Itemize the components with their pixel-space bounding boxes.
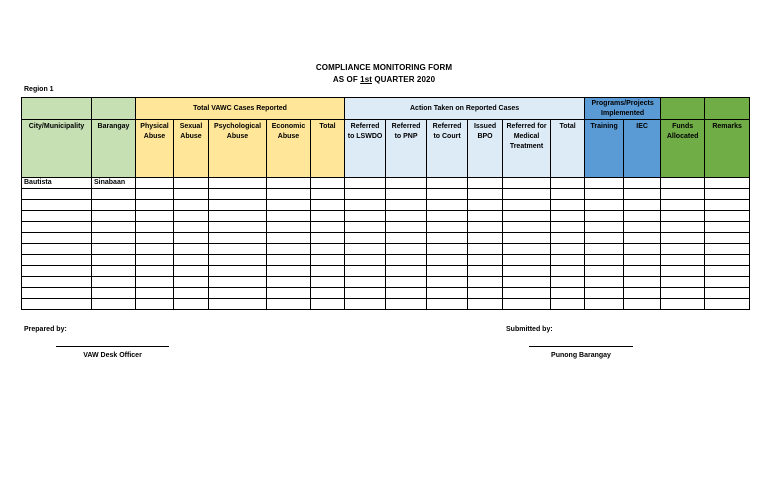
cell-barangay [92,222,136,233]
table-cell [427,211,468,222]
blank-header-cell [705,98,750,120]
table-cell [551,233,585,244]
table-row [22,211,750,222]
table-cell [136,233,174,244]
table-cell [551,244,585,255]
table-row [22,299,750,310]
col-iec: IEC [624,120,661,178]
cell-barangay [92,189,136,200]
table-cell [427,200,468,211]
col-referred-court: Referred to Court [427,120,468,178]
table-cell [386,255,427,266]
col-referred-pnp: Referred to PNP [386,120,427,178]
table-cell [345,189,386,200]
table-cell [136,266,174,277]
table-cell [209,299,267,310]
table-cell [661,255,705,266]
table-cell [174,222,209,233]
cell-city [22,299,92,310]
table-cell [661,299,705,310]
table-cell [551,255,585,266]
table-cell [345,222,386,233]
cell-barangay: Sinabaan [92,178,136,189]
col-remarks: Remarks [705,120,750,178]
group-action-header: Action Taken on Reported Cases [345,98,585,120]
table-row [22,222,750,233]
table-cell [386,288,427,299]
table-cell [468,288,503,299]
table-cell [551,211,585,222]
table-cell [345,299,386,310]
column-header-row [22,120,750,178]
col-psychological-abuse: Psychological Abuse [209,120,267,178]
col-barangay: Barangay [92,120,136,178]
table-cell [209,189,267,200]
table-cell [468,189,503,200]
table-cell [345,255,386,266]
col-total-action: Total [551,120,585,178]
table-cell [624,211,661,222]
group-header-row [22,98,750,120]
table-cell [311,299,345,310]
table-cell [468,255,503,266]
cell-city [22,211,92,222]
table-cell [427,222,468,233]
table-cell [503,255,551,266]
table-cell [209,200,267,211]
cell-barangay [92,200,136,211]
table-row [22,200,750,211]
table-cell [267,233,311,244]
table-cell [624,178,661,189]
table-cell [386,277,427,288]
table-cell [174,244,209,255]
table-cell [209,255,267,266]
table-cell [386,200,427,211]
table-cell [661,222,705,233]
table-row [22,255,750,266]
table-cell [267,244,311,255]
table-cell [585,222,624,233]
table-cell [267,211,311,222]
table-cell [345,277,386,288]
table-cell [209,178,267,189]
table-cell [427,277,468,288]
prepared-role: VAW Desk Officer [83,352,142,359]
table-cell [311,266,345,277]
cell-city [22,233,92,244]
col-issued-bpo: Issued BPO [468,120,503,178]
table-cell [551,277,585,288]
col-referred-lswdo: Referred to LSWDO [345,120,386,178]
table-cell [267,288,311,299]
table-cell [267,200,311,211]
table-cell [174,211,209,222]
table-cell [585,288,624,299]
group-programs-header: Programs/Projects Implemented [585,98,661,120]
submitted-role: Punong Barangay [551,352,611,359]
table-cell [551,178,585,189]
table-cell [705,299,750,310]
col-city: City/Municipality [22,120,92,178]
table-cell [624,255,661,266]
table-cell [311,200,345,211]
table-cell [585,211,624,222]
table-cell [136,255,174,266]
table-cell [136,222,174,233]
table-cell [551,299,585,310]
table-cell [468,277,503,288]
table-cell [311,288,345,299]
cell-city [22,222,92,233]
table-cell [386,244,427,255]
table-cell [624,244,661,255]
table-cell [386,233,427,244]
table-cell [624,222,661,233]
table-cell [427,288,468,299]
region-label: Region 1 [24,86,54,93]
table-cell [345,211,386,222]
table-cell [345,244,386,255]
table-cell [174,200,209,211]
blank-header-cell [22,98,92,120]
table-cell [311,211,345,222]
table-cell [585,266,624,277]
table-cell [661,277,705,288]
blank-header-cell [661,98,705,120]
table-cell [209,222,267,233]
col-training: Training [585,120,624,178]
table-cell [624,189,661,200]
table-cell [705,277,750,288]
table-cell [386,211,427,222]
table-cell [468,200,503,211]
cell-city [22,288,92,299]
col-physical-abuse: Physical Abuse [136,120,174,178]
table-cell [468,266,503,277]
table-cell [174,255,209,266]
table-cell [386,189,427,200]
table-cell [345,288,386,299]
table-cell [136,178,174,189]
table-cell [705,233,750,244]
table-row [22,189,750,200]
col-economic-abuse: Economic Abuse [267,120,311,178]
col-funds-allocated: Funds Allocated [661,120,705,178]
table-cell [661,211,705,222]
table-cell [136,288,174,299]
table-cell [705,266,750,277]
table-cell [503,178,551,189]
cell-city [22,266,92,277]
table-cell [705,211,750,222]
table-cell [503,277,551,288]
cell-barangay [92,211,136,222]
cell-city: Bautista [22,178,92,189]
table-row [22,233,750,244]
table-cell [705,255,750,266]
table-cell [661,189,705,200]
table-cell [551,266,585,277]
table-row [22,288,750,299]
table-cell [551,288,585,299]
cell-barangay [92,255,136,266]
table-cell [136,200,174,211]
table-cell [174,178,209,189]
table-cell [209,233,267,244]
table-cell [209,244,267,255]
table-cell [624,277,661,288]
table-cell [267,222,311,233]
table-cell [386,178,427,189]
table-cell [267,178,311,189]
table-cell [209,277,267,288]
table-cell [311,189,345,200]
table-cell [209,266,267,277]
table-cell [267,189,311,200]
cell-barangay [92,299,136,310]
table-cell [468,233,503,244]
cell-city [22,244,92,255]
table-cell [427,178,468,189]
table-body [22,178,750,310]
table-cell [427,266,468,277]
table-cell [386,299,427,310]
table-cell [503,299,551,310]
cell-city [22,277,92,288]
table-cell [427,255,468,266]
cell-barangay [92,277,136,288]
table-cell [174,189,209,200]
table-cell [585,299,624,310]
table-cell [585,189,624,200]
table-cell [624,266,661,277]
table-cell [345,266,386,277]
table-cell [503,266,551,277]
table-cell [174,277,209,288]
table-cell [705,178,750,189]
table-cell [551,200,585,211]
table-cell [209,211,267,222]
table-row [22,244,750,255]
table-cell [386,222,427,233]
table-cell [705,200,750,211]
table-cell [624,299,661,310]
table-row [22,266,750,277]
table-cell [267,277,311,288]
cell-city [22,189,92,200]
table-cell [136,299,174,310]
table-cell [345,178,386,189]
table-cell [705,189,750,200]
table-cell [136,244,174,255]
table-cell [551,189,585,200]
table-row [22,277,750,288]
table-cell [386,266,427,277]
table-cell [585,244,624,255]
cell-city [22,200,92,211]
table-cell [705,288,750,299]
table-cell [585,178,624,189]
table-cell [311,233,345,244]
table-cell [661,288,705,299]
table-cell [427,299,468,310]
table-cell [585,200,624,211]
table-cell [345,233,386,244]
compliance-table [21,97,750,310]
table-cell [267,266,311,277]
table-cell [267,299,311,310]
table-cell [136,189,174,200]
prepared-by-label: Prepared by: [24,326,67,333]
table-cell [174,233,209,244]
table-cell [311,222,345,233]
table-cell [624,233,661,244]
table-cell [624,288,661,299]
table-cell [661,244,705,255]
table-cell [468,178,503,189]
table-cell [705,244,750,255]
prepared-signature-line [56,346,169,347]
table-cell [427,233,468,244]
table-cell [267,255,311,266]
table-cell [311,244,345,255]
cell-city [22,255,92,266]
table-row [22,178,750,189]
cell-barangay [92,266,136,277]
table-cell [209,288,267,299]
table-cell [136,277,174,288]
table-cell [503,244,551,255]
table-cell [311,178,345,189]
table-cell [503,233,551,244]
table-cell [503,211,551,222]
col-total-cases: Total [311,120,345,178]
table-cell [624,200,661,211]
col-referred-medical: Referred for Medical Treatment [503,120,551,178]
table-cell [468,244,503,255]
table-cell [503,222,551,233]
table-cell [705,222,750,233]
table-cell [468,222,503,233]
table-cell [311,255,345,266]
table-cell [427,244,468,255]
table-cell [585,255,624,266]
table-cell [551,222,585,233]
col-sexual-abuse: Sexual Abuse [174,120,209,178]
blank-header-cell [92,98,136,120]
group-vawc-header: Total VAWC Cases Reported [136,98,345,120]
table-cell [174,288,209,299]
table-cell [585,277,624,288]
table-cell [174,266,209,277]
table-cell [345,200,386,211]
cell-barangay [92,288,136,299]
table-cell [503,189,551,200]
table-cell [503,288,551,299]
submitted-signature-line [529,346,633,347]
table-cell [468,299,503,310]
table-cell [311,277,345,288]
cell-barangay [92,244,136,255]
table-cell [661,266,705,277]
table-cell [427,189,468,200]
form-subtitle: AS OF 1st QUARTER 2020 [332,75,436,84]
form-title: COMPLIANCE MONITORING FORM [315,63,453,72]
table-cell [136,211,174,222]
table-cell [661,178,705,189]
table-cell [468,211,503,222]
submitted-by-label: Submitted by: [506,326,553,333]
cell-barangay [92,233,136,244]
table-cell [661,233,705,244]
table-cell [503,200,551,211]
table-cell [174,299,209,310]
table-cell [585,233,624,244]
table-cell [661,200,705,211]
